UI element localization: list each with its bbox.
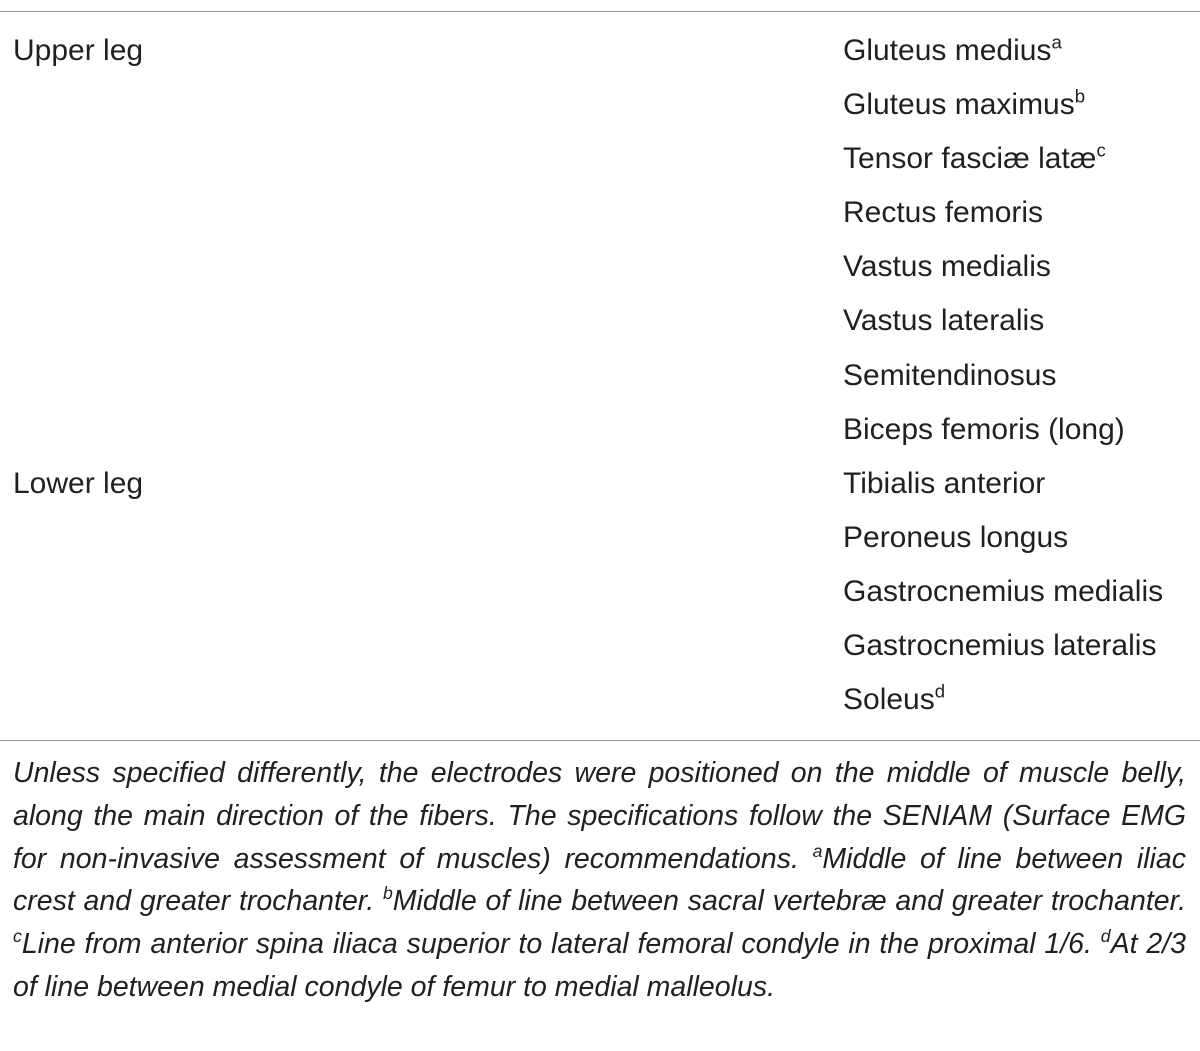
muscle-name: Tensor fasciæ latæ — [843, 142, 1097, 176]
muscle-name: Semitendinosus — [843, 358, 1057, 392]
footnote-mark: d — [934, 680, 946, 702]
muscle-name: Rectus femoris — [843, 196, 1044, 230]
footnote-mark: b — [1074, 85, 1086, 107]
muscle-name: Gastrocnemius lateralis — [843, 629, 1157, 663]
muscle-name: Gluteus maximus — [843, 88, 1075, 122]
table-row — [843, 680, 1163, 734]
table-row — [843, 301, 1163, 355]
footnote-mark: d — [1100, 926, 1111, 947]
footnote-mark: c — [13, 926, 22, 947]
table-row — [843, 247, 1163, 301]
muscle-name: Gastrocnemius medialis — [843, 574, 1164, 608]
table-row — [843, 410, 1163, 464]
region-label-upper-leg: Upper leg — [13, 34, 144, 67]
footnote-text: Middle of line between iliac crest and greater trochanter. — [13, 842, 1186, 918]
table-row — [843, 139, 1163, 193]
table-top-rule — [0, 11, 1200, 12]
footnote-mark: a — [1051, 31, 1062, 53]
table-footnote — [13, 752, 1186, 1009]
table-row — [843, 31, 1163, 85]
table-row — [843, 518, 1163, 572]
muscle-name: Vastus medialis — [843, 250, 1051, 284]
muscle-name: Gluteus medius — [843, 34, 1052, 67]
table-row — [843, 626, 1163, 680]
table-row — [843, 356, 1163, 410]
footnote-text: Middle of line between sacral vertebræ and greater trochanter. — [392, 885, 1187, 918]
region-label-lower-leg: Lower leg — [13, 467, 144, 500]
muscle-name: Biceps femoris (long) — [843, 412, 1125, 446]
muscle-name: Vastus lateralis — [843, 304, 1045, 338]
muscle-list — [843, 31, 1163, 734]
footnote-mark: a — [812, 840, 823, 861]
footnote-text: Line from anterior spina iliaca superior to lateral femoral condyle in the proximal 1/6. — [21, 928, 1092, 961]
table-row — [843, 464, 1163, 518]
footnote-text: At 2/3 of line between medial condyle of femur to medial malleolus. — [13, 928, 1186, 1003]
muscle-name: Peroneus longus — [843, 520, 1069, 554]
muscle-name: Soleus — [843, 683, 935, 717]
muscle-name: Tibialis anterior — [843, 466, 1046, 500]
footnote-intro: Unless specified differently, the electrodes were positioned on the middle of muscle belly, along the main direction of the fibers. The specifications follow the SENIAM (Surface EMG for non-invasive assessment of muscles) recommendations. — [13, 757, 1186, 875]
footnote-mark: b — [382, 883, 393, 904]
table-bottom-rule — [0, 740, 1200, 741]
footnote-mark: c — [1096, 139, 1106, 161]
table-row — [843, 572, 1163, 626]
table-row — [843, 85, 1163, 139]
table-row — [843, 193, 1163, 247]
